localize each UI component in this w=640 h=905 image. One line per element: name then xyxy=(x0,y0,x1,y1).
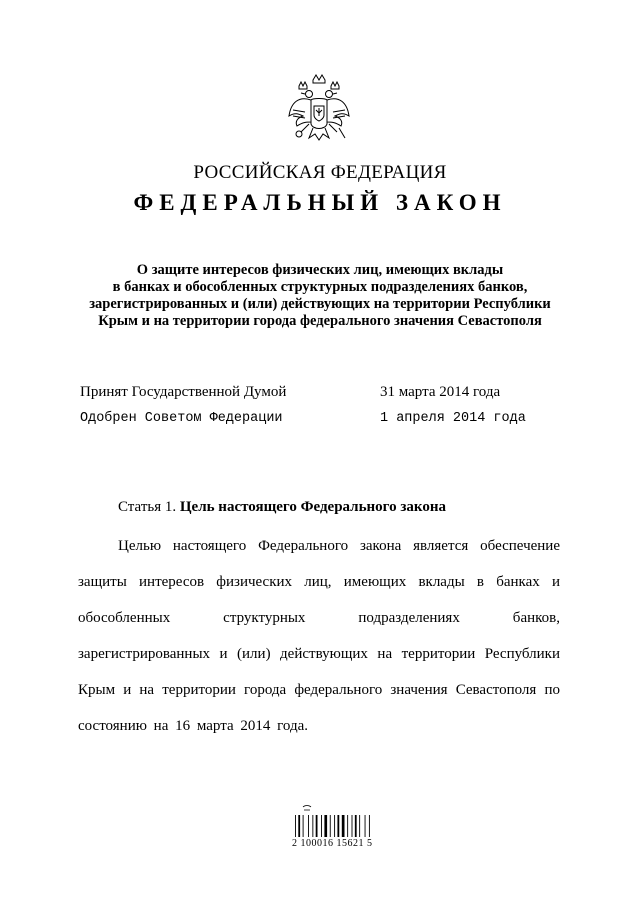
document-type: ФЕДЕРАЛЬНЫЙ ЗАКОН xyxy=(133,190,507,215)
country-name: РОССИЙСКАЯ ФЕДЕРАЦИЯ xyxy=(193,162,447,183)
article-heading xyxy=(118,499,446,516)
article-number: Статья 1. xyxy=(118,499,177,515)
adoption-date: 31 марта 2014 года xyxy=(380,384,501,400)
article-title: Цель настоящего Федерального закона xyxy=(179,499,446,515)
adoption-federation-council xyxy=(80,411,540,426)
adoption-duma xyxy=(80,384,540,401)
law-title xyxy=(70,262,570,330)
law-title-line: Крым и на территории города федерального значения Севастополя xyxy=(98,313,542,329)
barcode-number: 2 100016 15621 5 xyxy=(292,838,373,849)
law-title-line: зарегистрированных и (или) действующих на территории Республики xyxy=(89,296,551,312)
adoption-date: 1 апреля 2014 года xyxy=(380,411,526,426)
article-body: Целью настоящего Федерального закона является обеспечение защиты интересов физических лиц, имеющих вклады в банках и обособленных структурных подразделениях банков, зарегистрированных и (или) действующих на территории Республики Крым и на территории города федерального значения Севастополя по состоянию на 16 марта 2014 года. xyxy=(78,538,560,734)
coat-of-arms-icon xyxy=(285,72,353,144)
adoption-label: Одобрен Советом Федерации xyxy=(80,411,283,426)
law-title-line: О защите интересов физических лиц, имеющих вклады xyxy=(136,262,504,278)
law-title-line: в банках и обособленных структурных подразделениях банков, xyxy=(112,279,528,295)
adoption-label: Принят Государственной Думой xyxy=(80,384,287,400)
